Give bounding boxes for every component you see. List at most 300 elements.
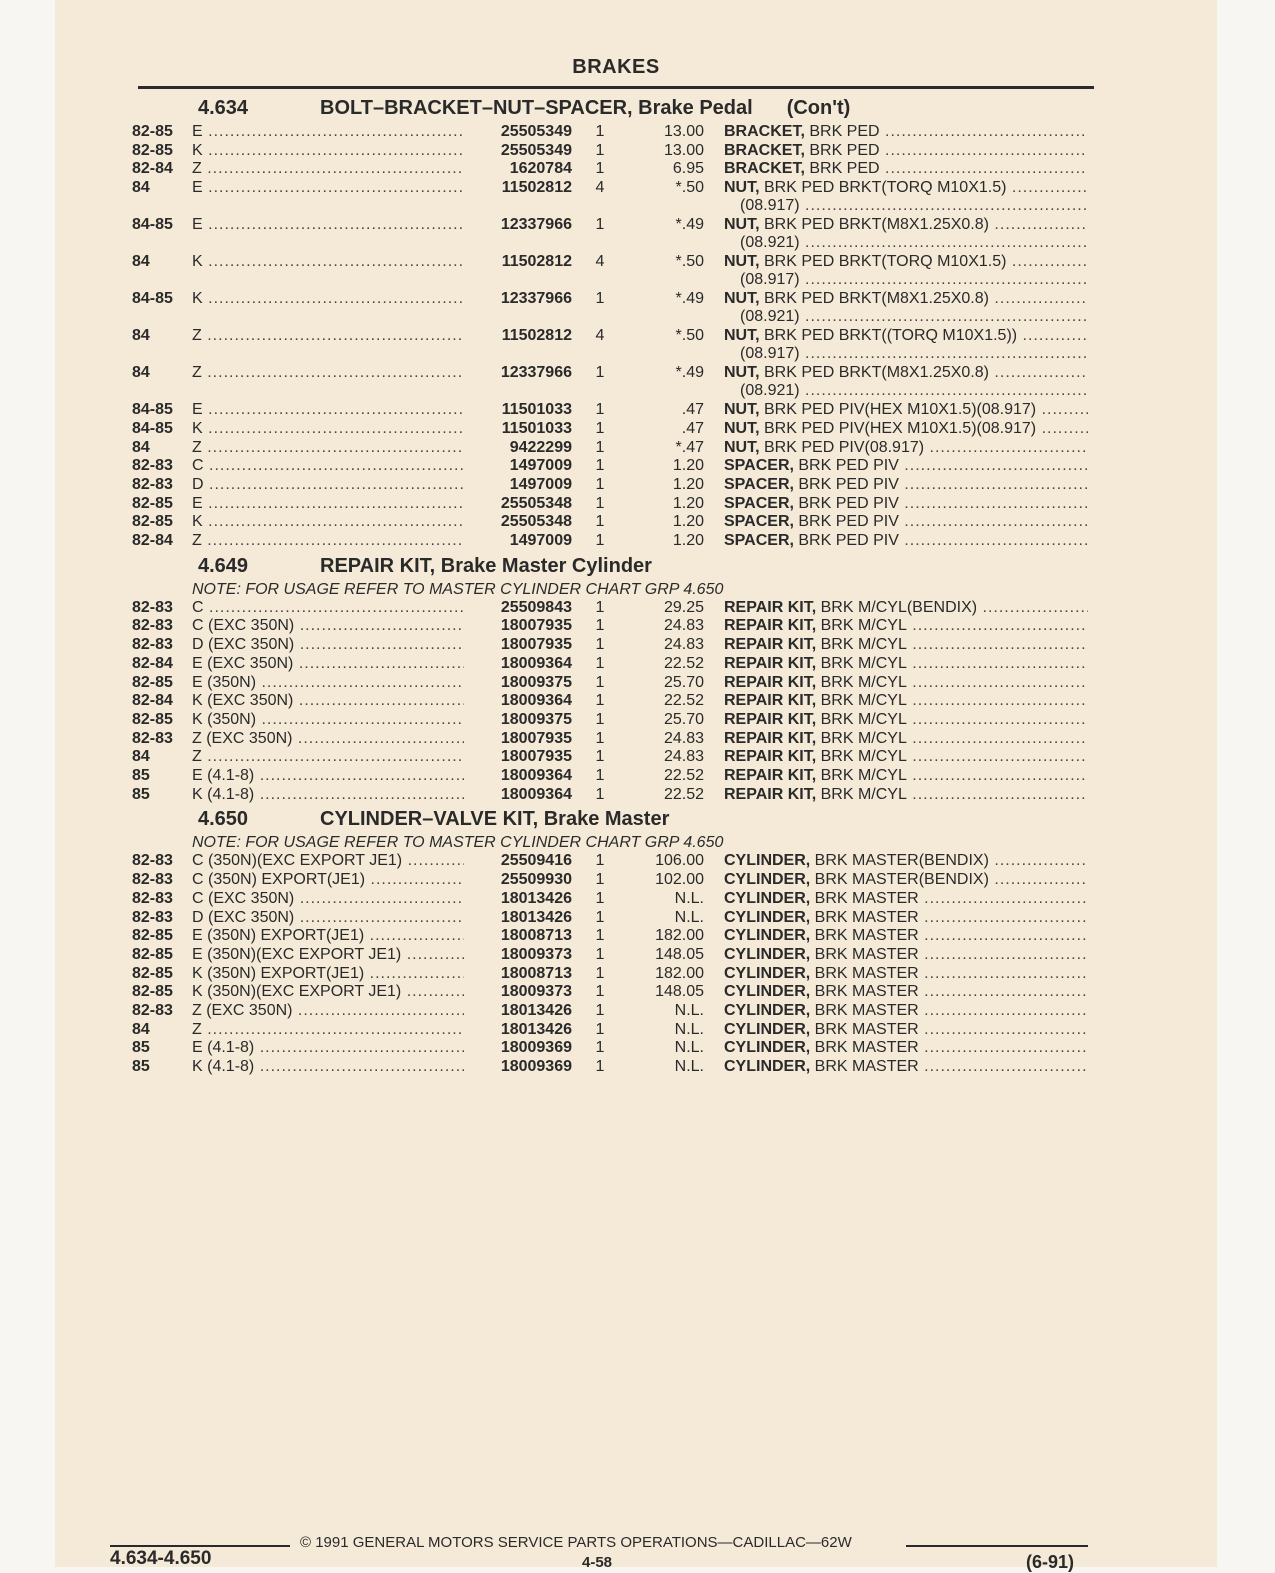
model-years: 82-85 bbox=[132, 494, 173, 512]
model-years: 82-83 bbox=[132, 598, 173, 616]
part-number: 12337966 bbox=[464, 364, 572, 382]
part-row bbox=[132, 927, 1092, 945]
series-code: Z ..... bbox=[192, 532, 468, 550]
part-description: REPAIR KIT, BRK M/CYL ..... bbox=[724, 617, 1088, 635]
quantity: 1 bbox=[595, 654, 605, 672]
part-row bbox=[132, 216, 1092, 252]
section-heading bbox=[190, 808, 669, 834]
part-description: CYLINDER, BRK MASTER(BENDIX) ..... bbox=[724, 852, 1088, 870]
part-row bbox=[132, 457, 1092, 475]
list-price: 29.25 bbox=[663, 598, 704, 616]
list-price: N.L. bbox=[674, 1020, 704, 1038]
quantity: 1 bbox=[595, 927, 605, 945]
model-years: 82-83 bbox=[132, 475, 173, 493]
model-years: 84 bbox=[132, 748, 150, 766]
quantity: 4 bbox=[595, 179, 605, 197]
model-years: 84-85 bbox=[132, 290, 173, 308]
part-number: 1497009 bbox=[464, 457, 572, 475]
part-description-cont: (08.921) ..... bbox=[740, 382, 1088, 400]
part-row bbox=[132, 871, 1092, 889]
usage-note: NOTE: FOR USAGE REFER TO MASTER CYLINDER CHART GRP 4.650 bbox=[192, 580, 724, 598]
list-price: 182.00 bbox=[655, 927, 704, 945]
quantity: 1 bbox=[595, 419, 605, 437]
footer-page-number: 4-58 bbox=[582, 1554, 613, 1571]
list-price: *.49 bbox=[675, 364, 704, 382]
list-price: 6.95 bbox=[672, 160, 704, 178]
series-code: C (350N) EXPORT(JE1) ..... bbox=[192, 871, 468, 889]
part-description: NUT, BRK PED BRKT(M8X1.25X0.8) ..... bbox=[724, 216, 1088, 234]
part-row bbox=[132, 711, 1092, 729]
model-years: 82-83 bbox=[132, 889, 173, 907]
series-code: D (EXC 350N) ..... bbox=[192, 636, 468, 654]
series-code: Z ..... bbox=[192, 327, 468, 345]
model-years: 82-83 bbox=[132, 617, 173, 635]
model-years: 84 bbox=[132, 179, 150, 197]
part-description: REPAIR KIT, BRK M/CYL ..... bbox=[724, 674, 1088, 692]
quantity: 1 bbox=[595, 457, 605, 475]
part-description: CYLINDER, BRK MASTER ..... bbox=[724, 965, 1088, 983]
list-price: *.50 bbox=[675, 253, 704, 271]
part-number: 11502812 bbox=[464, 327, 572, 345]
quantity: 1 bbox=[595, 160, 605, 178]
part-description: SPACER, BRK PED PIV ..... bbox=[724, 476, 1088, 494]
quantity: 1 bbox=[595, 494, 605, 512]
section-title: BOLT–BRACKET–NUT–SPACER, Brake Pedal bbox=[320, 97, 753, 119]
list-price: 1.20 bbox=[672, 513, 704, 531]
list-price: 24.83 bbox=[663, 748, 704, 766]
series-code: E ..... bbox=[192, 495, 468, 513]
list-price: 1.20 bbox=[672, 494, 704, 512]
part-row bbox=[132, 1058, 1092, 1076]
series-code: C ..... bbox=[192, 599, 468, 617]
part-row bbox=[132, 655, 1092, 673]
quantity: 1 bbox=[595, 767, 605, 784]
part-description: REPAIR KIT, BRK M/CYL ..... bbox=[724, 767, 1088, 785]
part-description: NUT, BRK PED PIV(HEX M10X1.5)(08.917) ..... bbox=[724, 401, 1088, 419]
quantity: 1 bbox=[595, 710, 605, 728]
list-price: 13.00 bbox=[663, 123, 704, 140]
part-row bbox=[132, 290, 1092, 326]
model-years: 82-84 bbox=[132, 692, 173, 710]
model-years: 82-85 bbox=[132, 673, 173, 691]
quantity: 1 bbox=[595, 692, 605, 710]
quantity: 1 bbox=[595, 785, 605, 803]
group-number: 4.649 bbox=[198, 554, 249, 577]
list-price: 1.20 bbox=[672, 457, 704, 475]
part-row bbox=[132, 767, 1092, 785]
part-description: NUT, BRK PED BRKT(TORQ M10X1.5) ..... bbox=[724, 179, 1088, 197]
model-years: 84 bbox=[132, 364, 150, 382]
list-price: 22.52 bbox=[663, 654, 704, 672]
series-code: K ..... bbox=[192, 142, 468, 160]
part-description: SPACER, BRK PED PIV ..... bbox=[724, 513, 1088, 531]
list-price: *.50 bbox=[675, 179, 704, 197]
part-row bbox=[132, 909, 1092, 927]
part-number: 18009364 bbox=[464, 655, 572, 673]
part-number: 25505348 bbox=[464, 495, 572, 513]
list-price: .47 bbox=[681, 401, 704, 419]
model-years: 85 bbox=[132, 1039, 150, 1057]
group-number: 4.634 bbox=[198, 97, 249, 119]
part-number: 18009364 bbox=[464, 767, 572, 785]
part-description: CYLINDER, BRK MASTER(BENDIX) ..... bbox=[724, 871, 1088, 889]
part-number: 1497009 bbox=[464, 532, 572, 550]
list-price: 13.00 bbox=[663, 141, 704, 159]
part-number: 18009369 bbox=[464, 1058, 572, 1076]
part-row bbox=[132, 439, 1092, 457]
part-number: 18008713 bbox=[464, 965, 572, 983]
part-row bbox=[132, 965, 1092, 983]
part-number: 25509930 bbox=[464, 871, 572, 889]
series-code: K (350N) EXPORT(JE1) ..... bbox=[192, 965, 468, 983]
quantity: 1 bbox=[595, 852, 605, 870]
series-code: K ..... bbox=[192, 290, 468, 308]
section-continued: (Con't) bbox=[786, 97, 851, 119]
part-description: REPAIR KIT, BRK M/CYL(BENDIX) ..... bbox=[724, 599, 1088, 617]
part-description: REPAIR KIT, BRK M/CYL ..... bbox=[724, 730, 1088, 748]
part-row bbox=[132, 364, 1092, 400]
series-code: E ..... bbox=[192, 123, 468, 141]
quantity: 1 bbox=[595, 889, 605, 907]
series-code: Z (EXC 350N) ..... bbox=[192, 1002, 468, 1020]
part-row bbox=[132, 748, 1092, 766]
series-code: D ..... bbox=[192, 476, 468, 494]
quantity: 4 bbox=[595, 253, 605, 271]
model-years: 82-83 bbox=[132, 457, 173, 475]
model-years: 85 bbox=[132, 1058, 150, 1076]
model-years: 84-85 bbox=[132, 419, 173, 437]
model-years: 82-83 bbox=[132, 636, 173, 654]
model-years: 82-85 bbox=[132, 123, 173, 140]
quantity: 1 bbox=[595, 908, 605, 926]
part-row bbox=[132, 674, 1092, 692]
quantity: 1 bbox=[595, 617, 605, 635]
part-number: 25505349 bbox=[464, 123, 572, 141]
part-description-cont: (08.917) ..... bbox=[740, 345, 1088, 363]
quantity: 1 bbox=[595, 532, 605, 549]
part-description: REPAIR KIT, BRK M/CYL ..... bbox=[724, 655, 1088, 673]
list-price: 22.52 bbox=[663, 785, 704, 803]
part-row bbox=[132, 786, 1092, 804]
list-price: 24.83 bbox=[663, 636, 704, 654]
quantity: 1 bbox=[595, 141, 605, 159]
part-number: 11502812 bbox=[464, 179, 572, 197]
part-row bbox=[132, 123, 1092, 141]
model-years: 82-85 bbox=[132, 945, 173, 963]
series-code: K (EXC 350N) ..... bbox=[192, 692, 468, 710]
model-years: 82-84 bbox=[132, 160, 173, 178]
list-price: 1.20 bbox=[672, 532, 704, 549]
model-years: 82-84 bbox=[132, 532, 173, 549]
part-row bbox=[132, 890, 1092, 908]
series-code: Z ..... bbox=[192, 364, 468, 382]
list-price: 182.00 bbox=[655, 964, 704, 982]
part-row bbox=[132, 495, 1092, 513]
quantity: 1 bbox=[595, 636, 605, 654]
list-price: 25.70 bbox=[663, 673, 704, 691]
part-description: NUT, BRK PED BRKT(M8X1.25X0.8) ..... bbox=[724, 290, 1088, 308]
part-description: REPAIR KIT, BRK M/CYL ..... bbox=[724, 786, 1088, 804]
model-years: 82-83 bbox=[132, 1002, 173, 1019]
part-number: 18009373 bbox=[464, 946, 572, 964]
model-years: 82-85 bbox=[132, 710, 173, 728]
list-price: 106.00 bbox=[655, 852, 704, 870]
series-code: K ..... bbox=[192, 253, 468, 271]
list-price: 102.00 bbox=[655, 871, 704, 889]
list-price: 25.70 bbox=[663, 710, 704, 728]
part-description: REPAIR KIT, BRK M/CYL ..... bbox=[724, 711, 1088, 729]
model-years: 84 bbox=[132, 327, 150, 345]
part-row bbox=[132, 1021, 1092, 1039]
part-row bbox=[132, 852, 1092, 870]
part-number: 18008713 bbox=[464, 927, 572, 945]
part-description: REPAIR KIT, BRK M/CYL ..... bbox=[724, 636, 1088, 654]
list-price: .47 bbox=[681, 419, 704, 437]
part-number: 18007935 bbox=[464, 617, 572, 635]
part-row bbox=[132, 253, 1092, 289]
model-years: 84-85 bbox=[132, 401, 173, 419]
part-number: 18007935 bbox=[464, 636, 572, 654]
series-code: Z ..... bbox=[192, 439, 468, 457]
model-years: 84 bbox=[132, 253, 150, 271]
section-heading bbox=[190, 555, 652, 581]
footer-rule-right bbox=[906, 1545, 1088, 1547]
quantity: 1 bbox=[595, 475, 605, 493]
part-description: NUT, BRK PED BRKT(M8X1.25X0.8) ..... bbox=[724, 364, 1088, 382]
list-price: 148.05 bbox=[655, 945, 704, 963]
part-row bbox=[132, 946, 1092, 964]
model-years: 84-85 bbox=[132, 216, 173, 234]
part-row bbox=[132, 476, 1092, 494]
usage-note: NOTE: FOR USAGE REFER TO MASTER CYLINDER CHART GRP 4.650 bbox=[192, 834, 724, 852]
series-code: Z ..... bbox=[192, 1021, 468, 1039]
list-price: 22.52 bbox=[663, 692, 704, 710]
part-number: 25509416 bbox=[464, 852, 572, 870]
list-price: 148.05 bbox=[655, 983, 704, 1001]
part-description-cont: (08.917) ..... bbox=[740, 271, 1088, 289]
model-years: 82-85 bbox=[132, 964, 173, 982]
part-number: 11501033 bbox=[464, 420, 572, 438]
footer-group-range: 4.634-4.650 bbox=[110, 1548, 212, 1569]
list-price: 1.20 bbox=[672, 475, 704, 493]
part-description: NUT, BRK PED BRKT((TORQ M10X1.5)) ..... bbox=[724, 327, 1088, 345]
model-years: 85 bbox=[132, 767, 150, 784]
section-heading bbox=[190, 97, 850, 123]
part-number: 18009375 bbox=[464, 711, 572, 729]
part-number: 25505349 bbox=[464, 142, 572, 160]
part-number: 18013426 bbox=[464, 890, 572, 908]
part-row bbox=[132, 983, 1092, 1001]
footer-copyright: © 1991 GENERAL MOTORS SERVICE PARTS OPERATIONS—CADILLAC—62W bbox=[300, 1534, 852, 1551]
quantity: 1 bbox=[595, 1020, 605, 1038]
part-description: SPACER, BRK PED PIV ..... bbox=[724, 495, 1088, 513]
model-years: 82-85 bbox=[132, 141, 173, 159]
quantity: 1 bbox=[595, 513, 605, 531]
model-years: 82-83 bbox=[132, 852, 173, 870]
quantity: 1 bbox=[595, 871, 605, 889]
series-code: E (EXC 350N) ..... bbox=[192, 655, 468, 673]
part-description: SPACER, BRK PED PIV ..... bbox=[724, 457, 1088, 475]
part-number: 18009375 bbox=[464, 674, 572, 692]
series-code: K (4.1-8) ..... bbox=[192, 1058, 468, 1076]
part-row bbox=[132, 179, 1092, 215]
part-number: 1620784 bbox=[464, 160, 572, 178]
part-description: BRACKET, BRK PED ..... bbox=[724, 123, 1088, 141]
list-price: 24.83 bbox=[663, 729, 704, 747]
series-code: K (4.1-8) ..... bbox=[192, 786, 468, 804]
part-row bbox=[132, 692, 1092, 710]
series-code: E (350N) EXPORT(JE1) ..... bbox=[192, 927, 468, 945]
quantity: 1 bbox=[595, 401, 605, 419]
part-description: BRACKET, BRK PED ..... bbox=[724, 160, 1088, 178]
part-row bbox=[132, 636, 1092, 654]
footer-revision-date: (6-91) bbox=[1026, 1552, 1075, 1572]
series-code: C (EXC 350N) ..... bbox=[192, 617, 468, 635]
list-price: *.50 bbox=[675, 327, 704, 345]
list-price: N.L. bbox=[674, 889, 704, 907]
model-years: 82-83 bbox=[132, 908, 173, 926]
part-row bbox=[132, 420, 1092, 438]
quantity: 1 bbox=[595, 364, 605, 382]
part-number: 18009373 bbox=[464, 983, 572, 1001]
quantity: 1 bbox=[595, 729, 605, 747]
series-code: E (4.1-8) ..... bbox=[192, 1039, 468, 1057]
part-description: SPACER, BRK PED PIV ..... bbox=[724, 532, 1088, 550]
part-description: CYLINDER, BRK MASTER ..... bbox=[724, 909, 1088, 927]
part-number: 12337966 bbox=[464, 290, 572, 308]
part-description: CYLINDER, BRK MASTER ..... bbox=[724, 890, 1088, 908]
part-number: 9422299 bbox=[464, 439, 572, 457]
quantity: 1 bbox=[595, 123, 605, 140]
part-description: CYLINDER, BRK MASTER ..... bbox=[724, 927, 1088, 945]
part-description: REPAIR KIT, BRK M/CYL ..... bbox=[724, 692, 1088, 710]
list-price: N.L. bbox=[674, 1002, 704, 1019]
series-code: C ..... bbox=[192, 457, 468, 475]
part-number: 18013426 bbox=[464, 1002, 572, 1020]
series-code: E (350N)(EXC EXPORT JE1) ..... bbox=[192, 946, 468, 964]
part-row bbox=[132, 532, 1092, 550]
part-number: 12337966 bbox=[464, 216, 572, 234]
part-row bbox=[132, 1002, 1092, 1020]
series-code: C (350N)(EXC EXPORT JE1) ..... bbox=[192, 852, 468, 870]
quantity: 1 bbox=[595, 598, 605, 616]
series-code: E ..... bbox=[192, 216, 468, 234]
model-years: 82-83 bbox=[132, 871, 173, 889]
series-code: K (350N)(EXC EXPORT JE1) ..... bbox=[192, 983, 468, 1001]
part-number: 18013426 bbox=[464, 1021, 572, 1039]
series-code: E ..... bbox=[192, 179, 468, 197]
quantity: 1 bbox=[595, 673, 605, 691]
list-price: N.L. bbox=[674, 1058, 704, 1076]
part-row bbox=[132, 730, 1092, 748]
quantity: 1 bbox=[595, 1058, 605, 1076]
list-price: 24.83 bbox=[663, 617, 704, 635]
quantity: 1 bbox=[595, 983, 605, 1001]
part-description-cont: (08.921) ..... bbox=[740, 308, 1088, 326]
part-description: NUT, BRK PED PIV(08.917) ..... bbox=[724, 439, 1088, 457]
part-description: CYLINDER, BRK MASTER ..... bbox=[724, 1039, 1088, 1057]
part-description-cont: (08.921) ..... bbox=[740, 234, 1088, 252]
part-description-cont: (08.917) ..... bbox=[740, 197, 1088, 215]
part-description: CYLINDER, BRK MASTER ..... bbox=[724, 1058, 1088, 1076]
list-price: *.49 bbox=[675, 216, 704, 234]
part-description: CYLINDER, BRK MASTER ..... bbox=[724, 983, 1088, 1001]
quantity: 1 bbox=[595, 1002, 605, 1019]
part-row bbox=[132, 599, 1092, 617]
part-row bbox=[132, 1039, 1092, 1057]
list-price: *.49 bbox=[675, 290, 704, 308]
quantity: 1 bbox=[595, 964, 605, 982]
part-row bbox=[132, 617, 1092, 635]
series-code: E ..... bbox=[192, 401, 468, 419]
series-code: K ..... bbox=[192, 513, 468, 531]
part-number: 11502812 bbox=[464, 253, 572, 271]
part-number: 25505348 bbox=[464, 513, 572, 531]
quantity: 1 bbox=[595, 748, 605, 766]
model-years: 82-85 bbox=[132, 513, 173, 531]
model-years: 82-83 bbox=[132, 729, 173, 747]
part-number: 25509843 bbox=[464, 599, 572, 617]
part-description: CYLINDER, BRK MASTER ..... bbox=[724, 1021, 1088, 1039]
part-row bbox=[132, 401, 1092, 419]
part-description: NUT, BRK PED PIV(HEX M10X1.5)(08.917) ..... bbox=[724, 420, 1088, 438]
group-number: 4.650 bbox=[198, 808, 249, 831]
section-title: REPAIR KIT, Brake Master Cylinder bbox=[320, 554, 652, 577]
part-row bbox=[132, 160, 1092, 178]
series-code: E (350N) ..... bbox=[192, 674, 468, 692]
series-code: C (EXC 350N) ..... bbox=[192, 890, 468, 908]
list-price: N.L. bbox=[674, 1039, 704, 1057]
model-years: 82-84 bbox=[132, 654, 173, 672]
series-code: E (4.1-8) ..... bbox=[192, 767, 468, 785]
part-row bbox=[132, 142, 1092, 160]
part-row bbox=[132, 513, 1092, 531]
model-years: 84 bbox=[132, 1020, 150, 1038]
part-description: BRACKET, BRK PED ..... bbox=[724, 142, 1088, 160]
quantity: 4 bbox=[595, 327, 605, 345]
part-description: CYLINDER, BRK MASTER ..... bbox=[724, 1002, 1088, 1020]
list-price: *.47 bbox=[675, 438, 704, 456]
part-description: NUT, BRK PED BRKT(TORQ M10X1.5) ..... bbox=[724, 253, 1088, 271]
series-code: K (350N) ..... bbox=[192, 711, 468, 729]
series-code: Z ..... bbox=[192, 160, 468, 178]
part-row bbox=[132, 327, 1092, 363]
part-number: 18007935 bbox=[464, 748, 572, 766]
quantity: 1 bbox=[595, 945, 605, 963]
list-price: 22.52 bbox=[663, 767, 704, 784]
model-years: 85 bbox=[132, 785, 150, 803]
quantity: 1 bbox=[595, 216, 605, 234]
part-number: 11501033 bbox=[464, 401, 572, 419]
series-code: Z (EXC 350N) ..... bbox=[192, 730, 468, 748]
series-code: D (EXC 350N) ..... bbox=[192, 909, 468, 927]
series-code: K ..... bbox=[192, 420, 468, 438]
model-years: 84 bbox=[132, 438, 150, 456]
part-number: 18009364 bbox=[464, 786, 572, 804]
part-description: REPAIR KIT, BRK M/CYL ..... bbox=[724, 748, 1088, 766]
series-code: Z ..... bbox=[192, 748, 468, 766]
part-number: 18013426 bbox=[464, 909, 572, 927]
quantity: 1 bbox=[595, 438, 605, 456]
part-number: 18007935 bbox=[464, 730, 572, 748]
part-number: 1497009 bbox=[464, 476, 572, 494]
section-title: CYLINDER–VALVE KIT, Brake Master bbox=[320, 808, 670, 831]
list-price: N.L. bbox=[674, 908, 704, 926]
quantity: 1 bbox=[595, 1039, 605, 1057]
part-number: 18009364 bbox=[464, 692, 572, 710]
footer-rule-left bbox=[110, 1545, 290, 1547]
model-years: 82-85 bbox=[132, 983, 173, 1001]
